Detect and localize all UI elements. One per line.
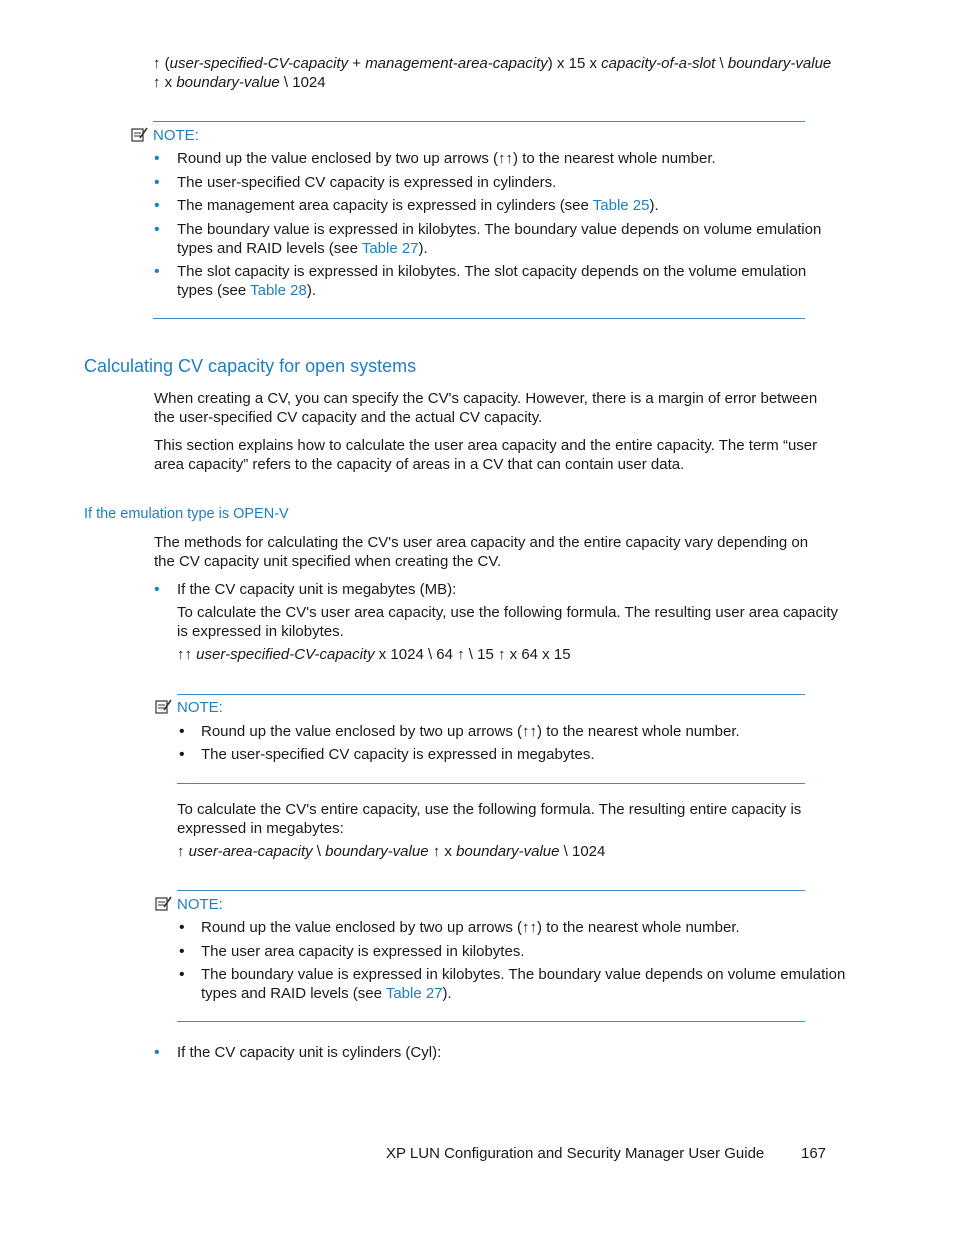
note1-item-2: The user-specified CV capacity is expressed in cylinders.	[177, 174, 557, 191]
section-para-1: When creating a CV, you can specify the CV's capacity. However, there is a margin of error between the user-specified CV capacity and the actual CV capacity.	[154, 390, 818, 426]
note2-heading: NOTE:	[155, 698, 223, 717]
bullet: •	[179, 746, 185, 763]
up-arrow-icon: ↑	[457, 646, 465, 663]
note3-heading: NOTE:	[155, 895, 223, 914]
note2-bottom-rule	[177, 783, 805, 784]
double-up-arrow-icon: ↑↑	[522, 919, 538, 936]
subsection-para: The methods for calculating the CV's user area capacity and the entire capacity vary depending on the CV capacity unit specified when creating the CV.	[154, 534, 809, 570]
note-icon	[155, 896, 172, 911]
note3-item-2: The user area capacity is expressed in kilobytes.	[201, 943, 525, 960]
double-up-arrow-icon: ↑↑	[498, 150, 514, 167]
section-para-2: This section explains how to calculate the user area capacity and the entire capacity. The term “user area capacity” refers to the capacity of areas in a CV that can contain user data.	[154, 437, 818, 473]
section-title: Calculating CV capacity for open systems	[84, 356, 417, 376]
table-27-link[interactable]: Table 27	[385, 985, 443, 1002]
note2-item-1: Round up the value enclosed by two up arrows (↑↑) to the nearest whole number.	[201, 723, 740, 740]
bullet-mb: If the CV capacity unit is megabytes (MB):	[177, 581, 457, 598]
bullet: •	[179, 919, 185, 936]
page-number: 167	[801, 1145, 827, 1162]
note1-heading: NOTE:	[131, 126, 199, 145]
double-up-arrow-icon: ↑↑	[177, 646, 192, 663]
note1-item-3: The management area capacity is expressed in cylinders (see Table 25).	[177, 197, 659, 214]
mb-para: To calculate the CV's user area capacity, use the following formula. The resulting user area capacity is expressed in kilobytes.	[177, 604, 838, 640]
note3-item-3: The boundary value is expressed in kilobytes. The boundary value depends on volume emulation types and RAID levels (see Table 27).	[201, 966, 846, 1002]
note1-top-rule	[153, 121, 805, 122]
bullet-cyl: If the CV capacity unit is cylinders (Cyl):	[177, 1044, 442, 1061]
note-icon	[155, 699, 172, 714]
note1-bottom-rule	[153, 318, 805, 319]
table-28-link[interactable]: Table 28	[250, 282, 307, 299]
note1-item-5: The slot capacity is expressed in kilobytes. The slot capacity depends on the volume emulation types (see Table 28).	[177, 263, 807, 299]
note2-item-2: The user-specified CV capacity is expressed in megabytes.	[201, 746, 595, 763]
bullet: •	[179, 723, 185, 740]
up-arrow-icon: ↑	[153, 55, 161, 72]
up-arrow-icon: ↑	[498, 646, 506, 663]
table-27-link[interactable]: Table 27	[361, 240, 419, 257]
bullet: •	[154, 150, 160, 167]
note2-top-rule	[177, 694, 805, 695]
bullet: •	[154, 174, 160, 191]
note1-item-1: Round up the value enclosed by two up arrows (↑↑) to the nearest whole number.	[177, 150, 716, 167]
up-arrow-icon: ↑	[432, 843, 441, 860]
formula-user-area: ↑↑ user-specified-CV-capacity x 1024 \ 64 ↑ \ 15 ↑ x 64 x 15	[177, 646, 571, 663]
formula-entire: ↑ user-area-capacity \ boundary-value ↑ x boundary-value \ 1024	[177, 843, 606, 860]
top-formula-line1: ↑ (user-specified-CV-capacity + management-area-capacity) x 15 x capacity-of-a-slot \ boundary-value	[153, 55, 832, 72]
subsection-title: If the emulation type is OPEN-V	[84, 506, 289, 522]
bullet: •	[179, 966, 185, 983]
note3-bottom-rule	[177, 1021, 805, 1022]
note-icon	[131, 127, 148, 142]
bullet: •	[179, 943, 185, 960]
note1-item-4: The boundary value is expressed in kilobytes. The boundary value depends on volume emulation types and RAID levels (see Table 27).	[177, 221, 822, 257]
double-up-arrow-icon: ↑↑	[522, 723, 538, 740]
bullet: •	[154, 197, 160, 214]
top-formula-line2: ↑ x boundary-value \ 1024	[153, 74, 326, 91]
note3-top-rule	[177, 890, 805, 891]
entire-capacity-para: To calculate the CV's entire capacity, use the following formula. The resulting entire capacity is expressed in megabytes:	[177, 801, 802, 837]
footer-title: XP LUN Configuration and Security Manager User Guide	[386, 1145, 765, 1162]
table-25-link[interactable]: Table 25	[592, 197, 650, 214]
up-arrow-icon: ↑	[153, 74, 161, 91]
up-arrow-icon: ↑	[177, 843, 185, 860]
bullet: •	[154, 1044, 160, 1061]
bullet: •	[154, 581, 160, 598]
bullet: •	[154, 221, 160, 238]
bullet: •	[154, 263, 160, 280]
note3-item-1: Round up the value enclosed by two up arrows (↑↑) to the nearest whole number.	[201, 919, 740, 936]
